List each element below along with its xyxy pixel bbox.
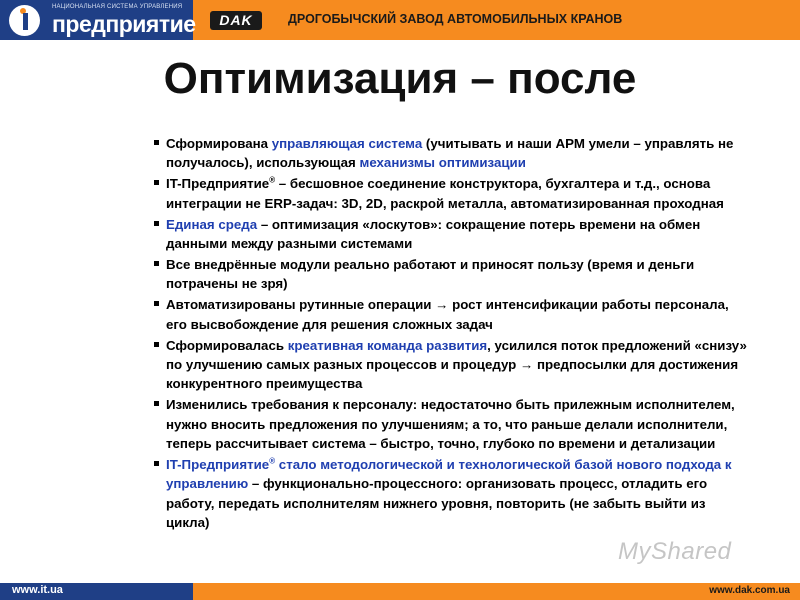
bullet-text: (учитывать и наши АРМ умели – управлять не получалось), использующая (166, 136, 734, 171)
bullet-text: IT-Предприятие (166, 176, 270, 192)
bullet-item (148, 455, 748, 533)
highlight-text: механизмы оптимизации (359, 155, 526, 171)
bullet-text: – бесшовное соединение конструктора, бухгалтера и т.д., основа интеграции не ERP-задач: 3D, 2D, раскрой металла, автоматизированная проходная (166, 176, 724, 211)
bullet-item (148, 174, 748, 213)
bullet-text: Сформировалась (166, 337, 288, 353)
bullet-text: Сформирована (166, 136, 272, 151)
highlight-text: стало методологической и технологической базой нового подхода к управлению (166, 457, 732, 492)
footer-left-link[interactable]: www.it.ua (12, 584, 63, 596)
bullet-text: Автоматизированы рутинные операции → рост интенсификации работы персонала, его высвобождение для решения сложных задач (166, 297, 729, 332)
bullet-item (148, 295, 748, 334)
watermark: MyShared (618, 538, 732, 565)
logo-tagline: НАЦИОНАЛЬНАЯ СИСТЕМА УПРАВЛЕНИЯ (52, 4, 183, 10)
highlight-text: Единая среда (166, 216, 258, 232)
highlight-text: IT-Предприятие (166, 457, 270, 472)
footer-right-link[interactable]: www.dak.com.ua (709, 585, 790, 596)
bullet-item (148, 395, 748, 453)
registered-mark: ® (269, 175, 276, 185)
logo-text: предприятие (52, 11, 196, 37)
highlight-text: управляющая система (271, 136, 423, 151)
footer-bar (0, 583, 800, 600)
registered-mark: ® (269, 456, 276, 466)
bullet-item (148, 336, 748, 394)
bullet-text: Изменились требования к персоналу: недостаточно быть прилежным исполнителем, нужно вносить предложения по улучшениям; а то, что раньше делали исполнители, теперь рассчитывает система – быстро, точно, глубоко по времени и детализации (166, 397, 735, 452)
footer-left-panel (0, 583, 193, 600)
bullet-text: , усилился поток предложений «снизу» по улучшению самых разных процессов и процедур → предпосылки для достижения конкурентного преимущества (166, 337, 747, 392)
logo-emblem-icon (9, 5, 40, 36)
company-name: ДРОГОБЫЧСКИЙ ЗАВОД АВТОМОБИЛЬНЫХ КРАНОВ (288, 12, 623, 26)
highlight-text: креативная команда развития (287, 337, 488, 353)
bullet-text: – функционально-процессного: организовать процесс, отладить его работу, передать исполнителям нижнего уровня, повторить (не забыть выйти из цикла) (166, 476, 708, 531)
dak-logo: DAK (210, 11, 262, 30)
bullet-item (148, 215, 748, 254)
header-bar (0, 0, 800, 40)
slide-title: Оптимизация – после (163, 54, 637, 103)
it-enterprise-logo[interactable] (0, 0, 196, 40)
bullet-list (148, 134, 748, 534)
bullet-text: – оптимизация «лоскутов»: сокращение потерь времени на обмен данными между разными системами (166, 216, 701, 252)
bullet-item (148, 134, 748, 173)
bullet-text: Все внедрённые модули реально работают и приносят пользу (время и деньги потрачены не зря) (166, 256, 695, 292)
bullet-item (148, 255, 748, 294)
